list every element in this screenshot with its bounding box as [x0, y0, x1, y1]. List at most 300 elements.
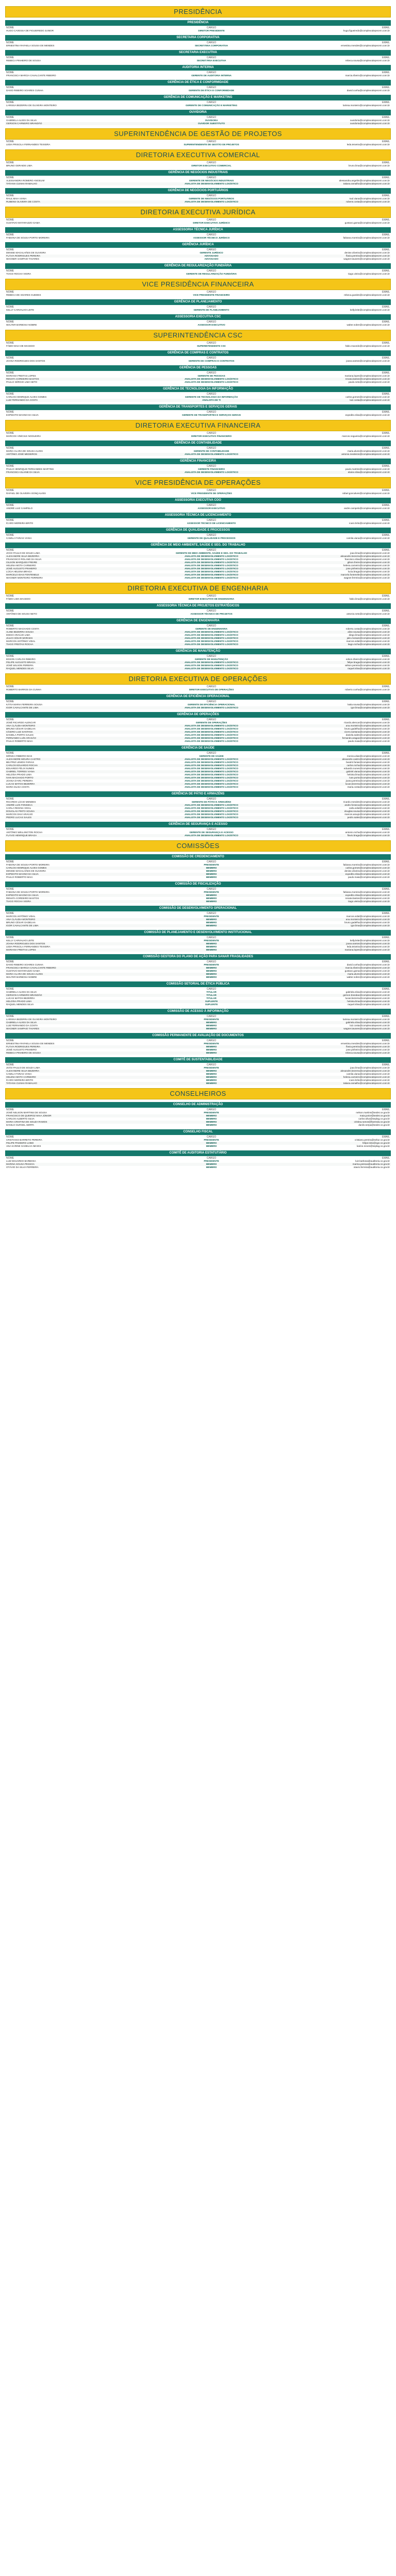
column-email-label: EMAIL [382, 595, 390, 598]
section-header-comissao-permanente-de-avaliacao-de-documentos: COMISSÃO PERMANENTE DE AVALIAÇÃO DE DOCUMENTOS [5, 1033, 391, 1039]
column-role-label: CARGO [206, 393, 217, 396]
person-email[interactable]: rebeca.sousa@complexodepecem.com.br [345, 59, 390, 62]
person-role: GERENTE DE NEGÓCIOS PORTUÁRIOS [189, 197, 234, 200]
person-email[interactable]: tiago.vieira@complexodepecem.com.br [348, 273, 390, 275]
person-email[interactable]: gilson.freire@complexodepecem.com.br [347, 561, 390, 564]
person-email[interactable]: alexandre.castro@complexodepecem.com.br [342, 758, 390, 760]
person-name: CAMILA FARIAS VIANA [6, 537, 32, 539]
section-header-comissao-gestora-do-plano-de-acao-para-sanar-fragilidades: COMISSÃO GESTORA DO PLANO DE AÇÃO PARA SANAR FRAGILIDADES [5, 954, 391, 960]
person-email[interactable]: danilo.serpa@sedet.ce.gov.br [358, 1124, 390, 1126]
person-email[interactable]: heloisa.lima@complexodepecem.com.br [347, 1000, 390, 1003]
column-name-label: NOME [6, 504, 14, 507]
table-row [5, 948, 391, 952]
person-email[interactable]: walter.nobre@complexodepecem.com.br [346, 976, 390, 978]
person-email[interactable]: ouvidoria@complexodepecem.com.br [350, 122, 390, 125]
person-name: JOANA RODRIGUES DOS SANTOS [6, 360, 45, 362]
section-rows [5, 309, 391, 312]
section-header-assessoria-tecnica-juridica: ASSESSORIA TÉCNICA JURÍDICA [5, 227, 391, 233]
person-email[interactable]: luiz.costa@complexodepecem.com.br [350, 399, 390, 401]
person-email[interactable]: marcos.vidal@complexodepecem.com.br [346, 915, 390, 918]
person-name: OTÁVIO DA SILVA FERREIRA [6, 1166, 39, 1168]
column-name-label: NOME [6, 269, 14, 273]
person-email[interactable]: bruno.gadelha@complexodepecem.com.br [344, 727, 390, 730]
person-email[interactable]: joao.lima@complexodepecem.com.br [350, 1066, 390, 1069]
table-row [5, 667, 391, 670]
person-email[interactable]: marcelo.fontenele@complexodepecem.com.br [340, 573, 390, 576]
person-email[interactable]: beatriz.farias@complexodepecem.com.br [346, 761, 390, 764]
person-name: TIAGO ROCHA VIEIRA [6, 900, 31, 903]
person-role: ANALISTA DE DESENVOLVIMENTO LOGÍSTICO [185, 200, 239, 203]
person-email[interactable]: walter.nobre@complexodepecem.com.br [346, 324, 390, 326]
person-role: ANALISTA DE DESENVOLVIMENTO LOGÍSTICO [185, 779, 239, 782]
person-email[interactable]: tatiana.ramalho@complexodepecem.com.br [343, 1082, 390, 1084]
person-name: MARCOS VINÍCIUS NOGUEIRA [6, 435, 41, 437]
person-role: MEMBRO [206, 921, 217, 924]
person-email[interactable]: tatiana.ramalho@complexodepecem.com.br [343, 182, 390, 185]
table-row [5, 399, 391, 402]
person-email[interactable]: wagner.tavares@complexodepecem.com.br [343, 258, 390, 260]
person-name: KELLY CARVALHO LEITE [6, 939, 35, 942]
person-name: WAGNER MONTEIRO FERREIRA [6, 577, 43, 579]
column-email-label: EMAIL [382, 624, 390, 628]
person-name: FELIPE AUGUSTO BRAGA [6, 661, 36, 664]
person-role: ANALISTA DE DESENVOLVIMENTO LOGÍSTICO [185, 634, 239, 636]
person-email[interactable]: alessandra.angelim@complexodepecem.com.br [339, 179, 390, 182]
person-role: TITULAR [206, 997, 217, 999]
person-name: DENISE MAGALHÃES DE OLIVEIRA [6, 870, 46, 872]
table-row [5, 1166, 391, 1169]
person-email[interactable]: flavia.pereira@complexodepecem.com.br [346, 255, 390, 257]
section-rows [5, 396, 391, 402]
person-role: GERENTE DE OPERAÇÕES [195, 721, 227, 724]
person-email[interactable]: marcos.vidal@complexodepecem.com.br [346, 640, 390, 642]
table-row [5, 258, 391, 261]
column-role-label: CARGO [206, 233, 217, 236]
person-email[interactable]: bruno.lima@complexodepecem.com.br [349, 164, 390, 167]
person-name: CARLA REGINA VIDAL [6, 807, 31, 809]
person-name: JOSÉ AUGUSTO PINHEIRO [6, 567, 37, 570]
person-email[interactable]: ricardo.mendes@complexodepecem.com.br [343, 801, 390, 803]
section-rows [5, 74, 391, 77]
column-role-label: CARGO [206, 718, 217, 721]
person-name: TIAGO FREITAS ROCHA [6, 643, 34, 646]
person-name: LUIZ FERNANDO DA COSTA [6, 399, 38, 401]
section-header-gerencia-de-regularizacao-fundiaria: GERÊNCIA DE REGULARIZAÇÃO FUNDIÁRIA [5, 263, 391, 269]
person-name: BRUNO CÉSAR GADELHA [6, 727, 36, 730]
person-email[interactable]: carlos.rocha@complexodepecem.com.br [346, 764, 390, 767]
column-name-label: NOME [6, 116, 14, 119]
column-role-label: CARGO [206, 176, 217, 179]
group-header-vice-presidencia-financeira: VICE PRESIDÊNCIA FINANCEIRA [5, 279, 391, 290]
person-name: RUBENS OLIVEIRA DE COSTA [6, 200, 40, 203]
section-rows [5, 1066, 391, 1085]
person-email[interactable]: gustavo.gama@complexodepecem.com.br [344, 222, 390, 224]
section-rows [5, 222, 391, 225]
column-name-label: NOME [6, 700, 14, 703]
group-header-comissoes: COMISSÕES [5, 840, 391, 852]
person-name: ANTÔNIO JOSÉ MEDEIROS [6, 453, 37, 455]
person-email[interactable]: maria.alves@complexodepecem.com.br [347, 973, 390, 975]
person-role: ANALISTA DE DESENVOLVIMENTO LOGÍSTICO [185, 767, 239, 770]
person-email[interactable]: ana.monteiro@complexodepecem.com.br [345, 918, 390, 921]
section-block [5, 35, 391, 47]
person-role: MEMBRO [206, 976, 217, 978]
person-email[interactable]: antonio.rocha@complexodepecem.com.br [345, 831, 390, 834]
person-email[interactable]: lucas.bezerra@complexodepecem.com.br [345, 997, 390, 999]
section-header-gerencia-de-negocios-industriais: GERÊNCIA DE NEGÓCIOS INDUSTRIAIS [5, 170, 391, 176]
person-role: MEMBRO [206, 1024, 217, 1027]
person-email[interactable]: ana.monteiro@complexodepecem.com.br [345, 724, 390, 727]
section-rows [5, 755, 391, 789]
section-rows [5, 104, 391, 107]
person-email[interactable]: leda.teixeira@complexodepecem.com.br [346, 143, 390, 146]
person-role: ANALISTA DE DESENVOLVIMENTO LOGÍSTICO [185, 834, 239, 837]
column-email-label: EMAIL [382, 233, 390, 236]
person-email[interactable]: joana.santos@complexodepecem.com.br [346, 942, 390, 945]
person-email[interactable]: larissa.monteiro@complexodepecem.com.br [343, 1018, 390, 1021]
person-email[interactable]: paulo.martins@complexodepecem.com.br [345, 468, 390, 470]
person-name: ERNESTINA RAFAELA SOUSA DE MENDES [6, 1042, 55, 1045]
person-email[interactable]: maria.alves@complexodepecem.com.br [347, 450, 390, 452]
person-name: FLÁVIA RODRIGUES PEREIRA [6, 1045, 41, 1048]
person-email[interactable]: paulo.neto@complexodepecem.com.br [349, 381, 390, 383]
table-row [5, 1052, 391, 1055]
person-email[interactable]: marcia.ribeiro@complexodepecem.com.br [345, 967, 390, 969]
section-rows [5, 492, 391, 495]
person-email[interactable]: elaine.silva@complexodepecem.com.br [348, 471, 390, 473]
person-email[interactable]: ouvidoria@complexodepecem.com.br [350, 119, 390, 122]
person-email[interactable]: diego.lima@complexodepecem.com.br [349, 634, 390, 636]
table-row [5, 104, 391, 107]
column-name-label: NOME [6, 411, 14, 414]
person-email[interactable]: flavio.braga@complexodepecem.com.br [347, 834, 390, 837]
column-email-label: EMAIL [382, 888, 390, 891]
person-email[interactable]: rebeca.guedes@complexodepecem.com.br [344, 294, 390, 296]
person-email[interactable]: camila.viana@complexodepecem.com.br [346, 537, 390, 539]
person-email[interactable]: daniela.sales@complexodepecem.com.br [345, 734, 390, 736]
person-name: HELOÍSA PRADO LIMA [6, 773, 32, 776]
section-block [5, 170, 391, 185]
person-email[interactable]: fabiana.moreira@complexodepecem.com.br [343, 863, 390, 866]
person-email[interactable]: david.cunha@complexodepecem.com.br [346, 963, 390, 966]
person-role: PRESIDENTE [204, 1066, 219, 1069]
column-name-label: NOME [6, 371, 14, 375]
section-block [5, 95, 391, 107]
person-name: ÍCARO MOREIRA BRITO [6, 1079, 34, 1081]
column-role-label: CARGO [206, 320, 217, 324]
person-name: JOÃO PAULO DE SOUZA LIMA [6, 1066, 40, 1069]
person-email[interactable]: alexandre.bezerra@complexodepecem.com.br [340, 555, 390, 557]
person-name: FABIANA DE SOUSA PORTO MOREIRA [6, 236, 50, 239]
person-email[interactable]: jose.pinheiro@complexodepecem.com.br [346, 567, 390, 570]
group-header-diretoria-executiva-financeira: DIRETORIA EXECUTIVA FINANCEIRA [5, 420, 391, 431]
section-block [5, 854, 391, 879]
person-email[interactable]: fabio.lima@complexodepecem.com.br [349, 598, 390, 600]
person-email[interactable]: helena.carneiro@complexodepecem.com.br [343, 564, 390, 567]
person-name: IVAN MACHADO PORTO [6, 776, 34, 779]
person-email[interactable]: joao.lima@complexodepecem.com.br [350, 552, 390, 554]
column-role-label: CARGO [206, 609, 217, 613]
person-name: MARINA SOUSA PESSOA [6, 1163, 35, 1165]
table-row [5, 1145, 391, 1148]
table-row [5, 1082, 391, 1085]
section-rows [5, 345, 391, 348]
table-row [5, 435, 391, 438]
person-email[interactable]: david.cunha@complexodepecem.com.br [346, 89, 390, 92]
person-email[interactable]: alexandre.bezerra@complexodepecem.com.br [340, 1070, 390, 1072]
section-rows [5, 450, 391, 456]
person-email[interactable]: gabriela.silva@complexodepecem.com.br [345, 1021, 390, 1024]
person-email[interactable]: carla.vidal@complexodepecem.com.br [349, 807, 390, 809]
person-email[interactable]: lucia.braga@complexodepecem.com.br [348, 570, 390, 573]
person-email[interactable]: nelson.martins@sedet.ce.gov.br [356, 1111, 390, 1114]
person-email[interactable]: antonio.medeiros@complexodepecem.com.br [341, 453, 390, 455]
group-header-superintendencia-de-gestao-de-projetos: SUPERINTENDÊNCIA DE GESTÃO DE PROJETOS [5, 128, 391, 140]
person-email[interactable]: gabriel.viana@complexodepecem.com.br [346, 770, 390, 773]
person-role: ANALISTA DE DESENVOLVIMENTO LOGÍSTICO [185, 727, 239, 730]
person-role: MEMBRO [206, 945, 217, 948]
person-email[interactable]: carlos.gomes@complexodepecem.com.br [345, 396, 390, 398]
person-email[interactable]: larissa.monteiro@complexodepecem.com.br [343, 104, 390, 107]
person-email[interactable]: roberto.costa@complexodepecem.com.br [345, 628, 390, 630]
person-email[interactable]: maia.junior@sedet.ce.gov.br [359, 1114, 390, 1117]
person-email[interactable]: igor.lima@complexodepecem.com.br [351, 706, 390, 709]
section-block [5, 694, 391, 709]
person-email[interactable]: aline.sousa@complexodepecem.com.br [348, 631, 390, 633]
person-name: FABIANA DE SOUSA PORTO MOREIRA [6, 891, 50, 893]
person-role: OUVIDOR SUBSTITUTO [198, 122, 225, 125]
person-email[interactable]: heloisa.lima@complexodepecem.com.br [347, 773, 390, 776]
column-email-label: EMAIL [382, 534, 390, 537]
person-name: GUSTAVO MATARAZZO GAMA [6, 970, 40, 972]
person-email[interactable]: renata.bastos@complexodepecem.com.br [345, 897, 390, 900]
column-role-label: CARGO [206, 489, 217, 492]
person-email[interactable]: camila.viana@complexodepecem.com.br [346, 1073, 390, 1075]
person-email[interactable]: felipe.braga@complexodepecem.com.br [347, 661, 390, 664]
directory-page [5, 0, 391, 1169]
person-email[interactable]: tiago.rocha@complexodepecem.com.br [348, 643, 390, 646]
person-role: ANALISTA DE DESENVOLVIMENTO LOGÍSTICO [185, 640, 239, 642]
person-email[interactable]: cicero.santana@complexodepecem.com.br [344, 731, 390, 733]
person-email[interactable]: cristina.ramos@fazenda.ce.gov.br [354, 1121, 390, 1123]
person-email[interactable]: paulo.maia@complexodepecem.com.br [348, 740, 390, 742]
person-email[interactable]: cristiano.pereira@sefaz.ce.gov.br [354, 1139, 390, 1141]
person-email[interactable]: gustavo.gama@complexodepecem.com.br [344, 970, 390, 972]
person-email[interactable]: roberto.cunha@complexodepecem.com.br [345, 688, 390, 691]
person-email[interactable]: gabriela.silva@complexodepecem.com.br [345, 991, 390, 993]
person-email[interactable]: tiago.vieira@complexodepecem.com.br [348, 900, 390, 903]
column-email-label: EMAIL [382, 56, 390, 59]
person-email[interactable]: mariana.lopes@complexodepecem.com.br [344, 948, 390, 951]
person-role: ANALISTA DE DESENVOLVIMENTO LOGÍSTICO [185, 564, 239, 567]
person-email[interactable]: katia.sousa@complexodepecem.com.br [348, 703, 390, 706]
column-role-label: CARGO [206, 26, 217, 29]
section-block [5, 350, 391, 363]
section-rows [5, 721, 391, 743]
person-name: WALTER BARBOSA NOBRE [6, 976, 37, 978]
person-email[interactable]: marcos.araujo@complexodepecem.com.br [344, 813, 390, 816]
person-email[interactable]: julio.moraes@complexodepecem.com.br [346, 637, 390, 639]
person-email[interactable]: otavio.ferreira@auditoria.ce.gov.br [353, 1166, 390, 1168]
table-row [5, 345, 391, 348]
person-email[interactable]: carlos.silva@seplag.ce.gov.br [358, 1117, 390, 1120]
person-name: MARIANA FREITAS LOPES [6, 948, 36, 951]
person-role: ANALISTA DE DESENVOLVIMENTO LOGÍSTICO [185, 761, 239, 764]
person-email[interactable]: ivan.porto@complexodepecem.com.br [349, 776, 390, 779]
table-row [5, 74, 391, 77]
person-email[interactable]: joana.santos@complexodepecem.com.br [346, 360, 390, 362]
person-email[interactable]: pedro.sales@complexodepecem.com.br [347, 816, 390, 819]
column-email-label: EMAIL [382, 685, 390, 688]
person-email[interactable]: hugo.figueiredo@complexodepecem.com.br [343, 29, 390, 32]
person-email[interactable]: monica.dias@complexodepecem.com.br [346, 755, 390, 757]
person-email[interactable]: icaro.brito@complexodepecem.com.br [349, 1079, 390, 1081]
person-name: ANTÔNIO DE SOUSA NETO [6, 613, 37, 615]
person-email[interactable]: ernestina.mendes@complexodepecem.com.br [340, 44, 390, 47]
person-email[interactable]: expedito.silva@complexodepecem.com.br [345, 873, 390, 875]
person-email[interactable]: denise.oliveira@complexodepecem.com.br [344, 870, 390, 872]
section-block [5, 218, 391, 225]
person-email[interactable]: bruno.gadelha@complexodepecem.com.br [344, 921, 390, 924]
person-email[interactable]: paulo.maia@complexodepecem.com.br [348, 876, 390, 878]
column-role-label: CARGO [206, 161, 217, 164]
person-email[interactable]: douglas.sousa@complexodepecem.com.br [344, 810, 390, 812]
table-row [5, 309, 391, 312]
person-name: ROBERTO BARROS DA CUNHA [6, 688, 42, 691]
column-role-label: CARGO [206, 860, 217, 863]
person-email[interactable]: fabiana.moreira@complexodepecem.com.br [343, 891, 390, 893]
person-email[interactable]: lucas.bezerra@complexodepecem.com.br [345, 783, 390, 785]
person-email[interactable]: eduardo.nunes@complexodepecem.com.br [343, 767, 390, 770]
column-email-label: EMAIL [382, 218, 390, 222]
person-email[interactable]: fabiana.moreira@complexodepecem.com.br [343, 236, 390, 239]
section-rows [5, 143, 391, 146]
person-email[interactable]: andre.fonseca@complexodepecem.com.br [344, 804, 390, 806]
person-email[interactable]: flavia.pereira@complexodepecem.com.br [346, 1045, 390, 1048]
section-rows [5, 414, 391, 417]
person-name: GABRIEL TORRES VIANA [6, 770, 35, 773]
section-header-presidencia: PRESIDÊNCIA [5, 20, 391, 26]
person-name: JOANA RODRIGUES DOS SANTOS [6, 942, 45, 945]
person-email[interactable]: leda.teixeira@complexodepecem.com.br [346, 945, 390, 948]
column-role-label: CARGO [206, 411, 217, 414]
person-email[interactable]: wilson.pereira@complexodepecem.com.br [345, 664, 390, 667]
section-rows [5, 435, 391, 438]
person-email[interactable]: rebeca.sousa@complexodepecem.com.br [345, 1052, 390, 1054]
person-email[interactable]: ernestina.mendes@complexodepecem.com.br [340, 1042, 390, 1045]
person-email[interactable]: maria.costa@complexodepecem.com.br [347, 786, 390, 788]
person-email[interactable]: rafael.goncalves@complexodepecem.com.br [342, 492, 390, 495]
person-email[interactable]: joana.pereira@complexodepecem.com.br [345, 779, 390, 782]
person-email[interactable]: renata.bastos@complexodepecem.com.br [345, 378, 390, 380]
section-block [5, 242, 391, 261]
person-email[interactable]: igor.lima@complexodepecem.com.br [351, 924, 390, 927]
column-role-label: CARGO [206, 752, 217, 755]
person-name: WALTER BARBOSA NOBRE [6, 324, 37, 326]
person-role: MEMBRO [206, 1048, 217, 1051]
person-email[interactable]: raquel.silva@complexodepecem.com.br [348, 667, 390, 670]
person-role: ANALISTA DE DESENVOLVIMENTO LOGÍSTICO [185, 667, 239, 670]
person-email[interactable]: kelly.leite@complexodepecem.com.br [350, 939, 390, 942]
person-email[interactable]: jose.pinheiro@complexodepecem.com.br [346, 1048, 390, 1051]
column-name-label: NOME [6, 718, 14, 721]
person-email[interactable]: francisco.silva@complexodepecem.com.br [344, 558, 390, 561]
person-email[interactable]: felipe.lobo@cge.ce.gov.br [362, 1142, 390, 1144]
person-role: DIRETOR PRESIDENTE [198, 29, 225, 32]
person-email[interactable]: fernando.aragao@complexodepecem.com.br [342, 737, 390, 739]
person-name: GABRIELA ALVES DA SILVA [6, 991, 37, 993]
person-email[interactable]: antonio.neto@complexodepecem.com.br [346, 613, 390, 615]
group-header-superintendencia-csc: SUPERINTENDÊNCIA CSC [5, 330, 391, 341]
column-name-label: NOME [6, 888, 14, 891]
person-email[interactable]: denise.oliveira@complexodepecem.com.br [344, 251, 390, 254]
person-email[interactable]: expedito.silva@complexodepecem.com.br [345, 414, 390, 416]
person-email[interactable]: helena.carneiro@complexodepecem.com.br [343, 1076, 390, 1078]
person-email[interactable]: carlos.gomes@complexodepecem.com.br [345, 867, 390, 869]
person-email[interactable]: ricardo.alencar@complexodepecem.com.br [344, 721, 390, 724]
person-email[interactable]: fabio.macedo@complexodepecem.com.br [345, 345, 390, 347]
person-email[interactable]: wagner.tavares@complexodepecem.com.br [343, 1027, 390, 1030]
person-name: ANTÔNIO WELLINGTON ROCHA [6, 831, 43, 834]
person-email[interactable]: luiz.barbosa@auditoria.ce.gov.br [355, 1160, 390, 1162]
person-name: ANDRÉ LUIZ CAMPELO [6, 507, 33, 510]
person-email[interactable]: mariana.lopes@complexodepecem.com.br [344, 375, 390, 377]
column-role-label: CARGO [206, 432, 217, 435]
person-name: FÁBIO MAIA DE MACEDO [6, 345, 35, 347]
person-email[interactable]: marcia.ribeiro@complexodepecem.com.br [345, 74, 390, 77]
group-header-vice-presidencia-de-operacoes: VICE PRESIDÊNCIA DE OPERAÇÕES [5, 477, 391, 488]
column-name-label: NOME [6, 912, 14, 915]
person-email[interactable]: marina.pessoa@auditoria.ce.gov.br [352, 1163, 390, 1165]
person-email[interactable]: gerson.brandao@complexodepecem.com.br [343, 994, 390, 996]
person-name: LUIZ FERNANDO DA COSTA [6, 1024, 38, 1027]
person-name: CARLOS HENRIQUE ALVES GOMES [6, 396, 47, 398]
person-role: MEMBRO [206, 1052, 217, 1054]
person-email[interactable]: kelly.leite@complexodepecem.com.br [350, 309, 390, 311]
person-name: ALEXANDRE SILVA BEZERRA [6, 555, 40, 557]
person-role: GERENTE DE EFICIÊNCIA OPERACIONAL [187, 703, 236, 706]
table-row [5, 706, 391, 709]
table-row [5, 29, 391, 32]
section-header-gerencia-de-transportes-e-servicos-gerais: GERÊNCIA DE TRANSPORTES E SERVIÇOS GERAIS [5, 404, 391, 410]
person-email[interactable]: wagner.ferreira@complexodepecem.com.br [343, 577, 390, 579]
person-email[interactable]: andre.campelo@complexodepecem.com.br [344, 507, 390, 510]
person-email[interactable]: expedito.silva@complexodepecem.com.br [345, 894, 390, 896]
column-name-label: NOME [6, 1039, 14, 1042]
person-role: DIRETOR EXECUTIVO JURÍDICO [193, 222, 230, 224]
column-name-label: NOME [6, 1157, 14, 1160]
person-email[interactable]: edson.ribeiro@complexodepecem.com.br [345, 658, 390, 660]
person-email[interactable]: luiz.costa@complexodepecem.com.br [350, 1024, 390, 1027]
column-name-label: NOME [6, 218, 14, 222]
section-header-gerencia-de-qualidade-e-processos: GERÊNCIA DE QUALIDADE E PROCESSOS [5, 528, 391, 533]
person-email[interactable]: raquel.silva@complexodepecem.com.br [348, 1003, 390, 1006]
section-rows [5, 658, 391, 670]
person-email[interactable]: karine.neves@seplag.ce.gov.br [356, 1145, 390, 1147]
person-name: DAVID RIBEIRO SOARES CUNHA [6, 963, 43, 966]
column-name-label: NOME [6, 534, 14, 537]
person-role: GERENTE DE COMUNICAÇÃO E MARKETING [186, 104, 238, 107]
person-email[interactable]: marcos.nogueira@complexodepecem.com.br [342, 435, 390, 437]
column-email-label: EMAIL [382, 798, 390, 801]
column-email-label: EMAIL [382, 609, 390, 613]
person-email[interactable]: raul.viana@complexodepecem.com.br [349, 197, 390, 200]
person-email[interactable]: rubens.costa@complexodepecem.com.br [346, 200, 390, 203]
person-role: ANALISTA DE DESENVOLVIMENTO LOGÍSTICO [185, 706, 239, 709]
section-header-comite-de-sustentabilidade: COMITÊ DE SUSTENTABILIDADE [5, 1057, 391, 1063]
section-header-gerencia-financeira: GERÊNCIA FINANCEIRA [5, 459, 391, 464]
person-email[interactable]: icaro.brito@complexodepecem.com.br [349, 522, 390, 524]
